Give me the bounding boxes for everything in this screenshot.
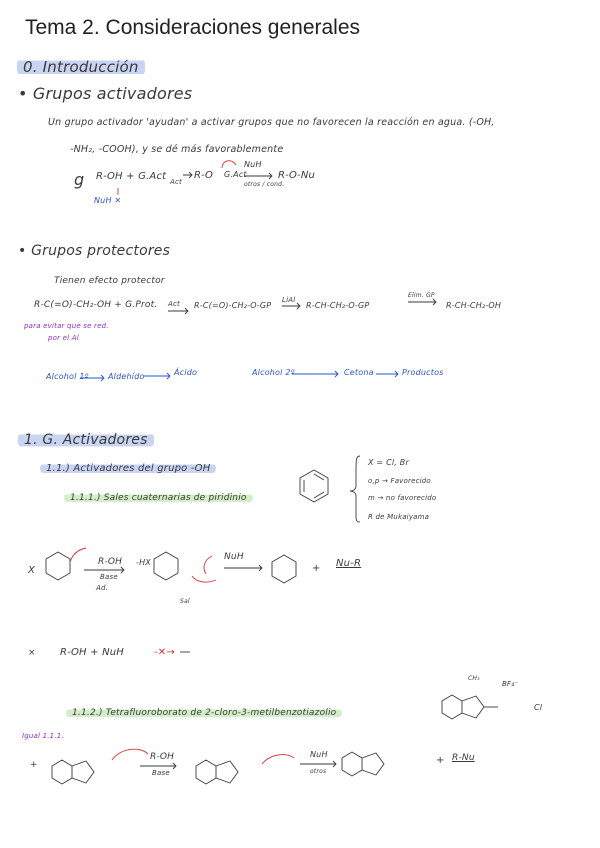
protection-note: por el Al [48,334,79,342]
no-reaction-note: NuH ✕ [94,196,122,205]
curved-arrow [204,556,212,574]
section-1-heading: 1. G. Activadores [18,432,154,448]
bullet-marker: + [30,760,38,770]
thiazole-ring [462,696,484,718]
pyridine-ring [46,552,70,580]
protection-note: para evitar que se red. [24,322,109,330]
thiazole-ring [216,761,238,783]
section-1-1-2-heading: 1.1.2.) Tetrafluoroborato de 2-cloro-3-metilbenzotiazolio [66,708,342,718]
legend-brace [350,456,360,522]
thiazole-ring [72,761,94,783]
oxidation-arrow [292,371,338,377]
curved-arrow [70,548,86,562]
curved-arrow [112,749,148,760]
reaction-arrow [300,761,336,767]
reaction-condition: otros [310,768,327,775]
reaction-reactants: R-OH + G.Act [96,171,167,182]
reaction-arrow [168,308,188,314]
reaction-reactants: R-OH + NuH [60,647,125,658]
oxidation-label: Productos [402,368,444,377]
reaction-condition: Base [152,769,170,777]
oxidation-label: Cetona [344,368,374,377]
oxidation-arrow [144,373,170,379]
reactant-label: X [28,565,36,576]
plus-sign: + [312,563,321,574]
grupos-protectores-heading: • Grupos protectores [18,243,171,259]
reaction-condition: Elim. GP [408,292,435,299]
reaction-product: R-Nu [452,753,475,763]
oxidation-arrow [376,371,398,377]
legend-line: X = Cl, Br [368,458,409,467]
reaction-intermediate: R-O [194,170,214,181]
oxidation-label: Aldehído [108,372,145,381]
reaction-reagent: LiAl [282,296,296,304]
methyl-label: CH₃ [468,675,480,682]
paragraph-line: Un grupo activador 'ayudan' a activar grupos que no favorecen la reacción en agua. (-OH, [48,117,495,128]
oxidation-label: Ácido [174,368,198,377]
reaction-reagent: R-OH [150,752,175,762]
ring-double-bonds [304,474,324,498]
curved-arrow [192,576,216,582]
reaction-condition: Ad. [96,584,109,592]
reaction-condition: Act [170,178,182,186]
reaction-reagent: NuH [224,552,244,562]
legend-line: R de Mukaiyama [368,513,430,521]
example-marker: g [74,170,85,189]
plus-sign: + [436,755,445,766]
chloro-label: Cl [534,703,543,712]
paragraph-line: -NH₂, -COOH), y se dé más favorablemente [70,144,284,155]
legend-line: o,p → Favorecido [368,477,431,485]
legend-line: m → no favorecido [368,494,437,502]
reaction-arrow [244,173,272,179]
reaction-arrow [408,299,436,305]
reaction-condition: Act [168,300,180,308]
reaction-arrow [224,565,262,571]
section-1-1-1-heading: 1.1.1.) Sales cuaternarias de piridinio [64,493,253,503]
pyridine-ring [154,552,178,580]
reaction-product: R-CH-CH₂-OH [446,301,502,310]
benzothiazolium-ring [52,760,72,784]
reaction-note: Sal [180,598,190,605]
section-1-1-heading: 1.1.) Activadores del grupo -OH [40,463,216,474]
benzothiazolium-ring [196,760,216,784]
reaction-arrow [282,303,300,309]
reaction-product: Nu-R [336,558,362,569]
counterion-label: BF₄⁻ [502,680,519,688]
pyridone-ring [272,555,296,583]
reaction-product: R-O-Nu [278,170,316,181]
paragraph-line: Tienen efecto protector [54,276,165,286]
reaction-reagent: R-OH [98,557,123,567]
reaction-arrow [84,567,124,573]
reaction-arrow [140,763,176,769]
section-0-heading: 0. Introducción [17,58,145,76]
reaction-reactants: R-C(=O)-CH₂-OH + G.Prot. [34,300,158,310]
thiazole-ring [362,753,384,775]
reaction-arrow [183,172,192,178]
oxidation-arrow [80,375,104,381]
page-title: Tema 2. Consideraciones generales [25,16,361,39]
reaction-activating-group: G.Act [224,170,247,179]
no-reaction-arrow: -✕→ [154,647,175,658]
reaction-product: R-CH-CH₂-O-GP [306,301,370,310]
reaction-condition: Base [100,573,118,581]
reaction-condition: -HX [136,558,151,567]
bullet-marker: × [28,648,36,658]
curved-arrow [222,161,236,168]
reaction-condition: otros / cond. [244,181,285,188]
benzothiazolium-ring [442,695,462,719]
grupos-activadores-heading: • Grupos activadores [18,84,193,103]
oxidation-label: Alcohol 2º [252,368,295,377]
oxidation-label: Alcohol 1º [46,372,89,381]
reaction-product: R-C(=O)-CH₂-O-GP [194,301,272,310]
benzothiazolone-ring [342,752,362,776]
reaction-reagent: NuH [310,750,328,759]
reaction-reagent: NuH [244,160,262,169]
side-note: Igual 1.1.1. [22,732,64,740]
curved-arrow [262,755,294,764]
